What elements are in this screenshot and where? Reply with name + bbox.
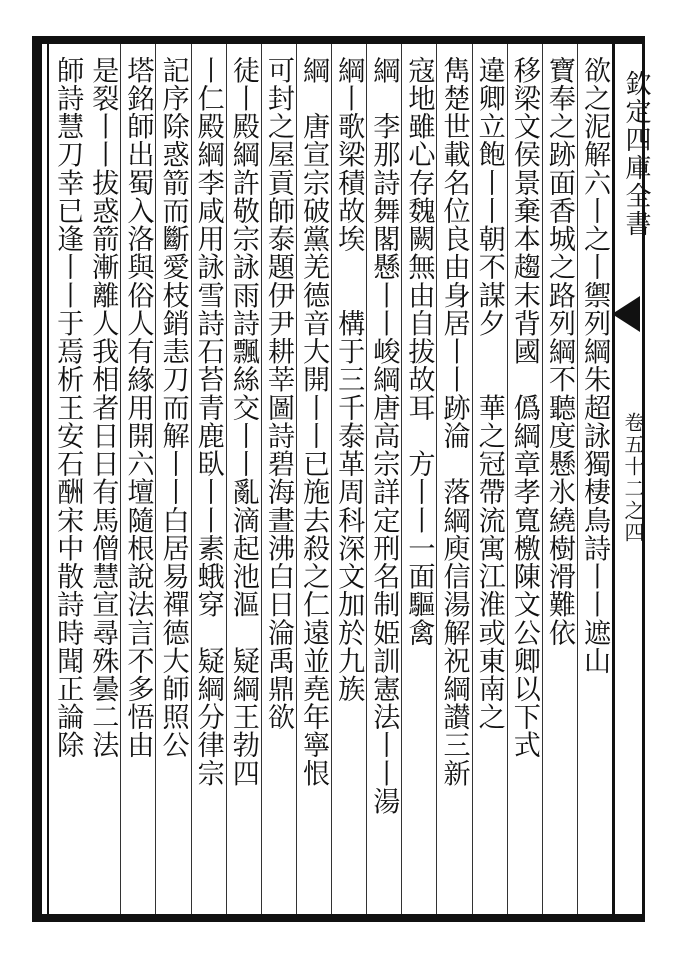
- column-rule: [472, 44, 473, 914]
- text-column: 塔銘師出蜀入洛與俗人有緣用開六壇隨根說法言不多悟由: [122, 56, 154, 759]
- margin-rule: [612, 44, 615, 914]
- column-rule: [261, 44, 262, 914]
- column-rule: [191, 44, 192, 914]
- text-column: 丨仁殿綱李咸用詠雪詩石苔青鹿臥丨丨素蛾穿 疑綱分律宗: [192, 56, 224, 788]
- column-rule: [120, 44, 121, 914]
- text-column: 移梁文侯景棄本趨末背國 僞綱章孝寬檄陳文公卿以下式: [508, 56, 540, 759]
- column-rule: [542, 44, 543, 914]
- frame-left-border: [32, 36, 42, 922]
- column-rule: [366, 44, 367, 914]
- margin-book-title: 欽定四庫全書: [621, 70, 651, 238]
- text-column: 欲之泥解六丨之丨禦列綱朱超詠獨棲鳥詩丨丨遮山: [579, 56, 610, 675]
- text-column: 違卿立飽丨丨朝不謀夕 華之冠帶流寓江淮或東南之: [473, 56, 505, 731]
- column-rule: [436, 44, 437, 914]
- text-column: 記序除惑箭而斷愛枝銷恚刀而解丨丨白居易禪德大師照公: [157, 56, 189, 759]
- text-column: 是裂丨丨拔惑箭漸離人我相者日日有馬僧慧宣尋殊曇二法: [87, 56, 119, 759]
- text-column: 寶奉之跡面香城之路列綱不聽度懸氷繞樹滑難依: [543, 56, 575, 647]
- fishtail-mark: [612, 296, 640, 332]
- text-column: 綱 李那詩舞閣懸丨丨峻綱唐高宗詳定刑名制姫訓憲法丨丨湯: [368, 56, 400, 816]
- column-rule: [401, 44, 402, 914]
- column-rule: [507, 44, 508, 914]
- text-column: 雋楚世載名位良由身居丨丨跡淪 落綱庾信湯解祝綱讃三新: [438, 56, 470, 788]
- text-column: 寇地雖心存魏闕無由自拔故耳 方丨丨一面驅禽: [403, 56, 435, 647]
- frame-bottom-border: [32, 914, 644, 922]
- text-column: 徒丨殿綱許敬宗詠雨詩飄絲交丨丨亂滴起池漚 疑綱王勃四: [227, 56, 259, 788]
- text-column: 綱丨歌梁積故埃 構于三千泰革周科深文加於九族: [333, 56, 365, 703]
- column-rule: [577, 44, 578, 914]
- column-rule: [155, 44, 156, 914]
- frame-top-border: [32, 36, 644, 44]
- column-rule: [331, 44, 332, 914]
- text-column: 可封之屋貢師泰題伊尹耕莘圖詩碧海晝沸白日淪禹鼎欲: [262, 56, 294, 731]
- column-rule: [226, 44, 227, 914]
- text-column: 師詩慧刀幸已逢丨丨于焉析王安石酬宋中散詩時聞正論除: [52, 56, 84, 759]
- column-rule: [296, 44, 297, 914]
- text-column: 綱 唐宣宗破黨羌德音大開丨丨已施去殺之仁遠並堯年寧恨: [298, 56, 329, 788]
- margin-volume-label: 卷五十二之四: [621, 412, 645, 544]
- inner-left-rule: [47, 44, 49, 914]
